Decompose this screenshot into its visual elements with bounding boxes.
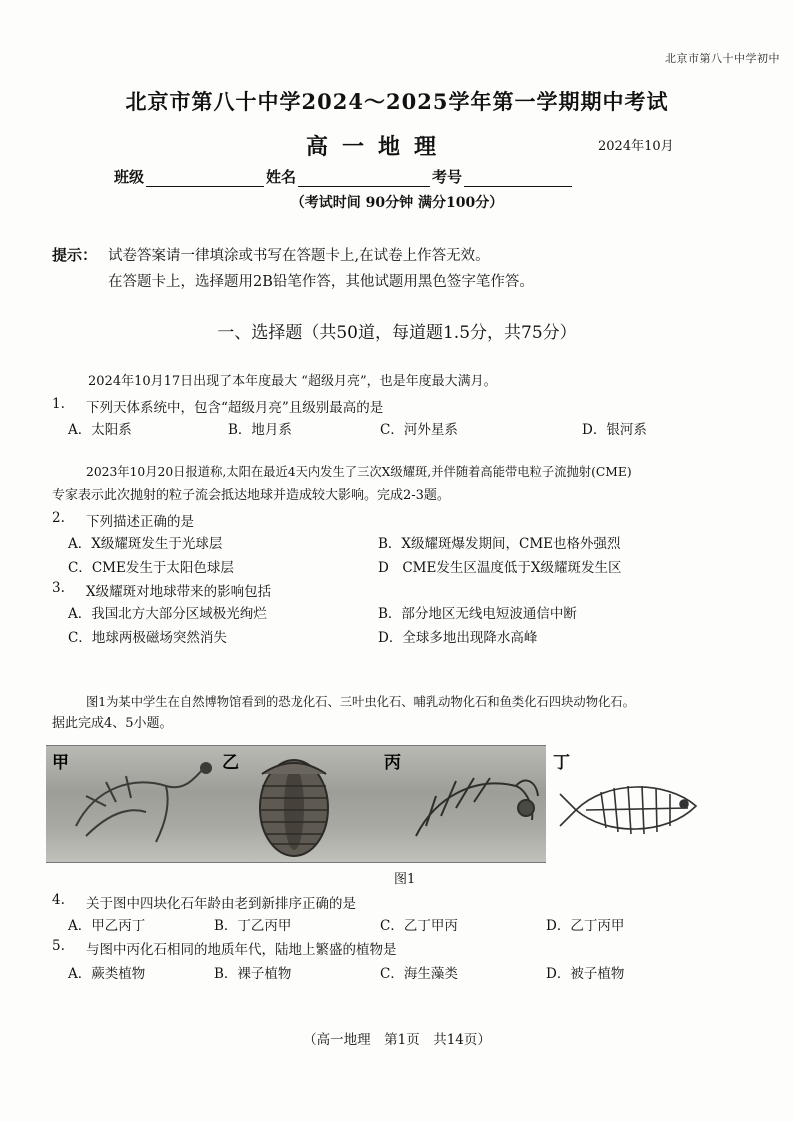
fossil-label-bing: 丙 — [384, 753, 401, 773]
q2-option-d[interactable]: D CME发生区温度低于X级耀斑发生区 — [378, 560, 622, 576]
exam-title: 北京市第八十中学2024～2025学年第一学期期中考试 — [125, 89, 669, 114]
q5-stem: 与图中丙化石相同的地质年代，陆地上繁盛的植物是 — [86, 942, 397, 958]
exam-date: 2024年10月 — [598, 139, 674, 154]
q1-option-d[interactable]: D．银河系 — [582, 422, 647, 438]
q3-option-b[interactable]: B．部分地区无线电短波通信中断 — [378, 606, 577, 622]
q4-option-a[interactable]: A．甲乙丙丁 — [68, 918, 146, 934]
q5-option-c[interactable]: C．海生藻类 — [380, 966, 458, 982]
section-title: 一、选择题（共50道，每道题1.5分，共75分） — [217, 323, 577, 343]
q5-number: 5. — [52, 938, 65, 954]
q2-number: 2. — [52, 510, 65, 526]
q1-number: 1. — [52, 396, 65, 412]
class-label: 班级 — [114, 168, 145, 186]
page-footer: （高一地理 第1页 共14页） — [303, 1032, 491, 1048]
group1-intro: 2024年10月17日出现了本年度最大 “超级月亮”，也是年度最大满月。 — [88, 374, 497, 389]
q3-option-d[interactable]: D．全球多地出现降水高峰 — [378, 630, 538, 646]
q4-option-b[interactable]: B．丁乙丙甲 — [214, 918, 292, 934]
fossil-label-jia: 甲 — [52, 753, 69, 773]
q4-option-d[interactable]: D．乙丁丙甲 — [546, 918, 625, 934]
q1-option-c[interactable]: C．河外星系 — [380, 422, 458, 438]
q2-stem: 下列描述正确的是 — [86, 514, 194, 530]
q4-number: 4. — [52, 892, 65, 908]
fossil-label-yi: 乙 — [222, 753, 239, 773]
class-blank[interactable] — [146, 170, 264, 187]
notice-label: 提示： — [52, 246, 98, 264]
notice-line-1: 试卷答案请一律填涂或书写在答题卡上,在试卷上作答无效。 — [108, 248, 490, 264]
exam-rule: （考试时间 90分钟 满分100分） — [290, 195, 504, 211]
figure-caption: 图1 — [394, 872, 416, 887]
notice-line-2: 在答题卡上，选择题用2B铅笔作答，其他试题用黑色签字笔作答。 — [108, 274, 534, 290]
q1-option-b[interactable]: B．地月系 — [228, 422, 292, 438]
q3-number: 3. — [52, 580, 65, 596]
name-blank[interactable] — [298, 170, 430, 187]
group3-intro-line-2: 据此完成4、5小题。 — [52, 716, 173, 731]
subject-title: 高一地理 — [306, 134, 451, 160]
q2-option-b[interactable]: B．X级耀斑爆发期间，CME也格外强烈 — [378, 536, 621, 552]
fossil-illustration — [46, 746, 546, 862]
id-blank[interactable] — [464, 170, 572, 187]
q3-option-a[interactable]: A．我国北方大部分区域极光绚烂 — [68, 606, 267, 622]
id-label: 考号 — [432, 168, 463, 186]
q4-stem: 关于图中四块化石年龄由老到新排序正确的是 — [86, 896, 356, 912]
group2-intro-line-2: 专家表示此次抛射的粒子流会抵达地球并造成较大影响。完成2-3题。 — [52, 488, 450, 503]
q2-option-a[interactable]: A．X级耀斑发生于光球层 — [68, 536, 223, 552]
student-info-row — [114, 166, 574, 187]
fossil-figure — [46, 745, 546, 863]
q3-stem: X级耀斑对地球带来的影响包括 — [86, 584, 272, 600]
fish-fossil-image — [556, 770, 716, 850]
q1-stem: 下列天体系统中，包含“超级月亮”且级别最高的是 — [86, 400, 384, 416]
q5-option-d[interactable]: D．被子植物 — [546, 966, 625, 982]
q4-option-c[interactable]: C．乙丁甲丙 — [380, 918, 458, 934]
q2-option-c[interactable]: C．CME发生于太阳色球层 — [68, 560, 234, 576]
group3-intro-line-1: 图1为某中学生在自然博物馆看到的恐龙化石、三叶虫化石、哺乳动物化石和鱼类化石四块动物化石。 — [86, 695, 635, 709]
dinosaur-fossil-image — [76, 763, 211, 842]
mammal-fossil-image — [416, 778, 538, 836]
group2-intro-line-1: 2023年10月20日报道称,太阳在最近4天内发生了三次X级耀斑,并伴随着高能带电粒子流抛射(CME) — [86, 465, 632, 479]
watermark: 北京市第八十中学初中 — [665, 52, 780, 65]
fossil-label-ding: 丁 — [553, 753, 570, 773]
q5-option-b[interactable]: B．裸子植物 — [214, 966, 292, 982]
trilobite-fossil-image — [260, 760, 328, 856]
q1-option-a[interactable]: A．太阳系 — [68, 422, 132, 438]
name-label: 姓名 — [266, 168, 297, 186]
q5-option-a[interactable]: A．蕨类植物 — [68, 966, 146, 982]
q3-option-c[interactable]: C．地球两极磁场突然消失 — [68, 630, 227, 646]
